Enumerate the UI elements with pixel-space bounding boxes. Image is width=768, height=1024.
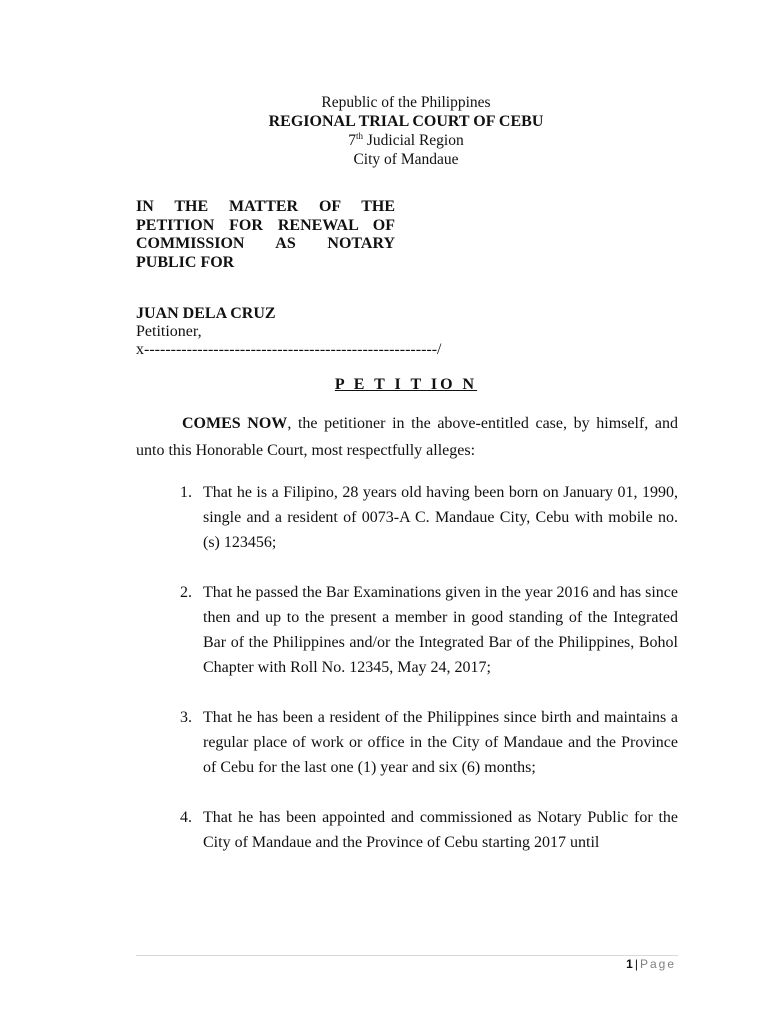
region-ordinal-suffix: th xyxy=(355,130,363,141)
caption-line: PETITION FOR RENEWAL OF xyxy=(136,216,395,234)
petitioner-block xyxy=(136,305,442,359)
page-separator: | xyxy=(634,957,638,971)
petitioner-role: Petitioner, xyxy=(136,323,202,340)
list-item xyxy=(180,580,678,680)
judicial-region-line xyxy=(0,131,768,150)
item-text: That he is a Filipino, 28 years old having been born on January 01, 1990, single and a resident of 0073-A C. Mandaue City, Cebu with mobile no.(s) 123456; xyxy=(203,484,678,551)
page-number: 1 xyxy=(626,957,633,971)
item-number: 2. xyxy=(180,584,192,601)
page-label: Page xyxy=(639,957,676,971)
item-number: 4. xyxy=(180,809,192,826)
caption-divider: x-------------------------------------------------------/ xyxy=(136,341,442,358)
court-name: REGIONAL TRIAL COURT OF CEBU xyxy=(268,113,544,130)
list-item xyxy=(180,705,678,780)
item-number: 3. xyxy=(180,709,192,726)
case-caption xyxy=(136,198,395,272)
list-item xyxy=(180,480,678,555)
city-line: City of Mandaue xyxy=(353,151,459,168)
item-text: That he has been appointed and commissioned as Notary Public for the City of Mandaue and the Province of Cebu starting 2017 until xyxy=(203,809,678,851)
allegations-list xyxy=(180,480,678,880)
footer-divider xyxy=(136,955,678,956)
caption-line: IN THE MATTER OF THE xyxy=(136,198,395,215)
caption-line: COMMISSION AS NOTARY xyxy=(136,235,395,252)
item-number: 1. xyxy=(180,484,192,501)
document-title: P E T I T IO N xyxy=(334,376,478,393)
region-text: Judicial Region xyxy=(363,132,464,149)
item-text: That he passed the Bar Examinations given in the year 2016 and has since then and up to the present a member in good standing of the Integrated Bar of the Philippines and/or the Integrated Bar of the Philippines, Bohol Chapter with Roll No. 12345, May 24, 2017; xyxy=(203,584,678,676)
court-header xyxy=(0,93,768,169)
republic-line: Republic of the Philippines xyxy=(321,94,491,111)
intro-paragraph xyxy=(136,410,678,464)
petitioner-name: JUAN DELA CRUZ xyxy=(136,305,276,322)
page-footer xyxy=(626,957,676,971)
intro-text: , the petitioner in the above-entitled case, by himself, and unto this Honorable Court, most respectfully alleges: xyxy=(136,415,678,459)
intro-lead: COMES NOW xyxy=(182,415,288,432)
item-text: That he has been a resident of the Philippines since birth and maintains a regular place of work or office in the City of Mandaue and the Province of Cebu for the last one (1) year and six (6) months; xyxy=(203,709,678,776)
region-number: 7 xyxy=(348,132,356,149)
caption-line: PUBLIC FOR xyxy=(136,253,235,271)
list-item xyxy=(180,805,678,855)
